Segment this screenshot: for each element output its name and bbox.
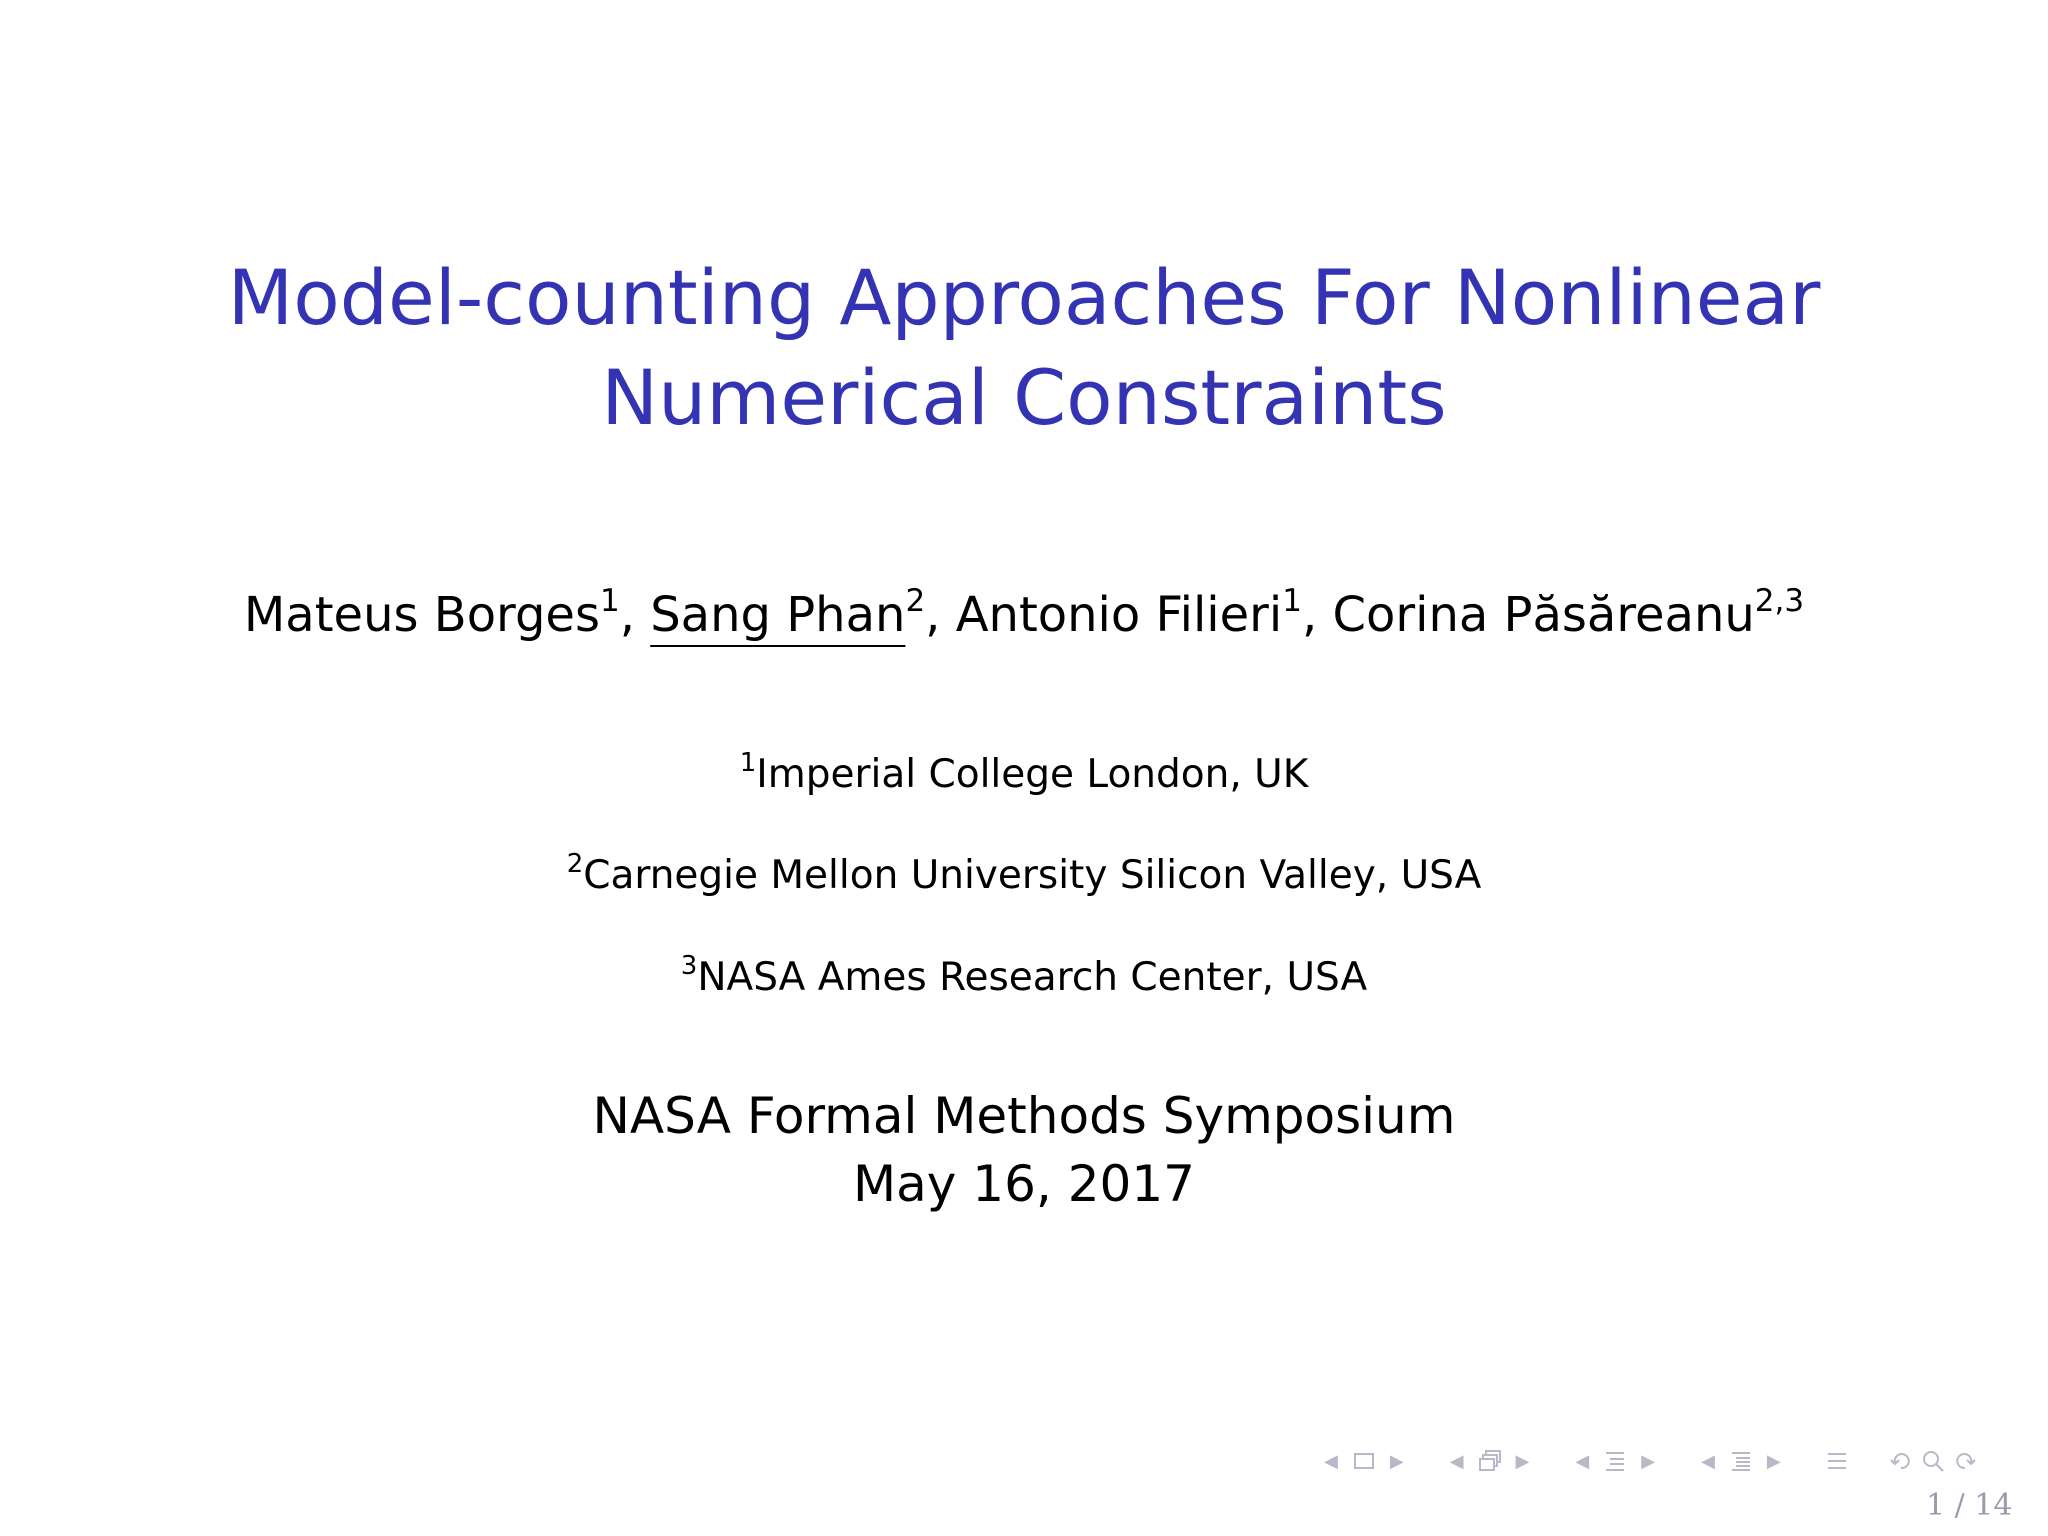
event-date: May 16, 2017 (853, 1155, 1195, 1213)
author-affiliation-mark: 1 (1282, 583, 1302, 619)
frame-nav[interactable] (1316, 1449, 1412, 1473)
left-arrow-icon[interactable]: ◀ (1324, 1450, 1338, 1472)
author-separator: , (1301, 587, 1333, 643)
subsection-nav-icon[interactable] (1476, 1449, 1504, 1473)
right-arrow-icon[interactable]: ▶ (1389, 1450, 1404, 1472)
frame-nav-icon[interactable] (1350, 1449, 1378, 1473)
affiliation-text: NASA Ames Research Center, USA (697, 955, 1368, 1000)
beamer-navigation (1316, 1446, 1981, 1476)
page-indicator: 1 / 14 (1926, 1488, 2013, 1523)
slide-title (0, 248, 2048, 448)
author-affiliation-mark: 2 (905, 583, 926, 619)
author-separator: , (619, 587, 651, 643)
author-name: Mateus Borges (243, 587, 600, 643)
affiliation-text: Imperial College London, UK (756, 752, 1309, 797)
event-name: NASA Formal Methods Symposium (592, 1087, 1456, 1145)
event-info (0, 1082, 2048, 1218)
title-line-2: Numerical Constraints (601, 353, 1447, 442)
presenter-name: Sang Phan (650, 587, 906, 643)
affiliation-1 (0, 750, 2048, 800)
section-nav-icon[interactable] (1601, 1449, 1629, 1473)
affiliation-mark: 3 (680, 951, 698, 981)
left-arrow-icon[interactable]: ◀ (1701, 1450, 1715, 1472)
author-name: Antonio Filieri (955, 587, 1283, 643)
affiliation-mark: 1 (739, 748, 757, 778)
left-arrow-icon[interactable]: ◀ (1575, 1450, 1590, 1472)
search-icon[interactable] (1921, 1449, 1945, 1473)
section-nav[interactable] (1567, 1449, 1663, 1473)
forward-icon[interactable] (1953, 1449, 1977, 1473)
right-arrow-icon[interactable]: ▶ (1641, 1450, 1656, 1472)
affiliation-mark: 2 (566, 849, 584, 879)
author-separator: , (925, 587, 956, 643)
author-name: Corina Păsăreanu (1332, 587, 1755, 643)
left-arrow-icon[interactable]: ◀ (1449, 1450, 1464, 1472)
author-affiliation-mark: 2,3 (1754, 583, 1805, 619)
outline-icon[interactable] (1823, 1449, 1851, 1473)
back-icon[interactable] (1889, 1449, 1913, 1473)
search-nav[interactable] (1885, 1449, 1981, 1473)
subsection-list-icon[interactable] (1727, 1449, 1755, 1473)
affiliation-3 (0, 953, 2048, 1003)
title-line-1: Model-counting Approaches For Nonlinear (227, 253, 1821, 342)
subsection-nav[interactable] (1442, 1449, 1538, 1473)
affiliation-2 (0, 851, 2048, 901)
right-arrow-icon[interactable]: ▶ (1515, 1450, 1530, 1472)
right-arrow-icon[interactable]: ▶ (1766, 1450, 1781, 1472)
subsection-list-nav[interactable] (1693, 1449, 1789, 1473)
outline-nav[interactable] (1819, 1449, 1855, 1473)
author-list (0, 580, 2048, 650)
affiliation-text: Carnegie Mellon University Silicon Valley, USA (583, 853, 1482, 898)
author-affiliation-mark: 1 (599, 583, 620, 619)
